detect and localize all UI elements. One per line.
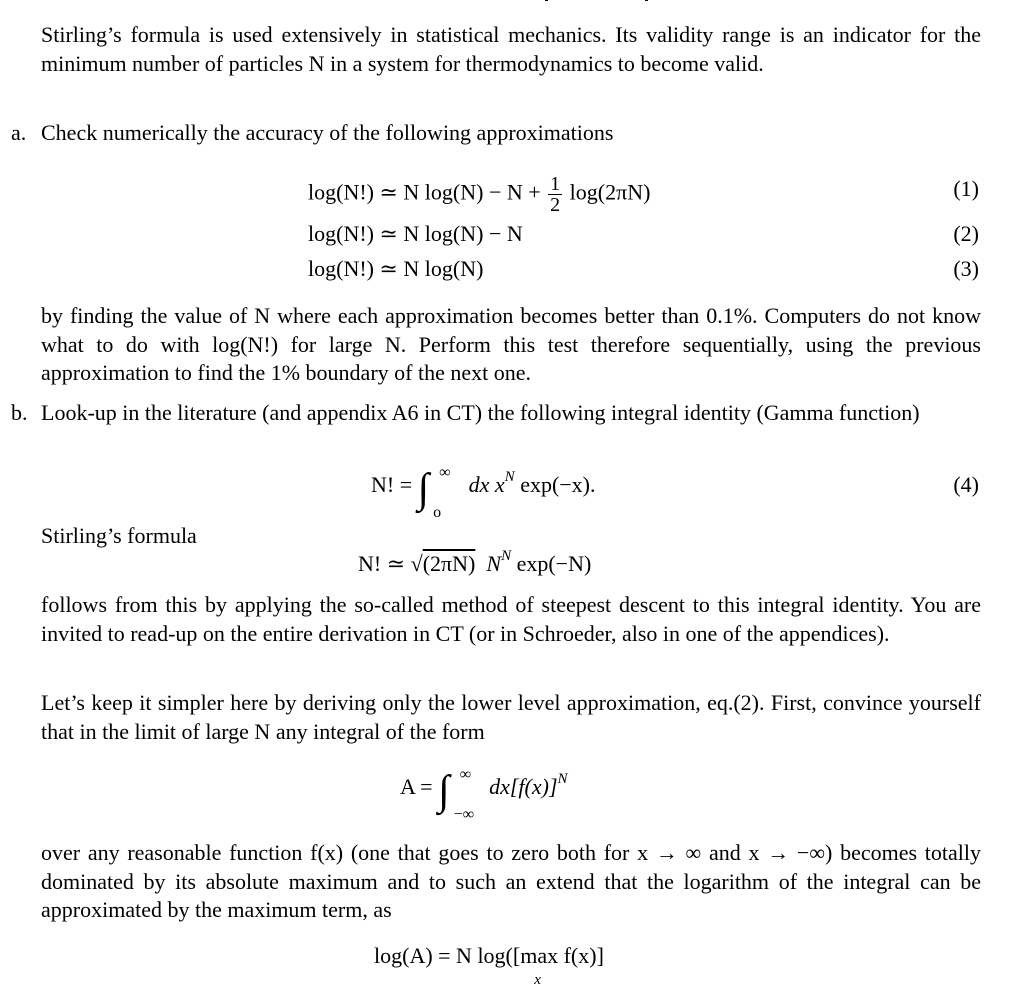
part-a-lead: Check numerically the accuracy of the following approximations — [41, 120, 614, 145]
equation-1-rhs: log(2πN) — [569, 179, 651, 205]
equation-log-text: log(A) = N log([ — [374, 943, 521, 968]
fraction-denominator: 2 — [550, 194, 561, 216]
follows-paragraph: follows from this by applying the so-called method of steepest descent to this integral identity. You are invited to read-up on the entire derivation in CT (or in Schroeder, also in one of the appendices). — [41, 592, 981, 646]
stirling-label: Stirling’s formula — [41, 523, 197, 548]
stirling-mid: N — [486, 551, 502, 576]
equation-log-tail: f(x)] — [563, 943, 604, 968]
equation-4 — [371, 463, 596, 521]
equation-4-number: (4) — [953, 472, 979, 497]
intro-paragraph: Stirling’s formula is used extensively in statistical mechanics. Its validity range is an indicator for the minimum number of particles N in a system for thermodynamics to become valid. — [41, 22, 981, 76]
equation-1-lhs: log(N!) ≃ N log(N) − N + — [308, 179, 541, 205]
equation-4-lhs: N! = — [371, 472, 413, 497]
upper-limit: ∞ — [459, 765, 472, 783]
cropped-header-marks — [545, 0, 655, 1]
equation-log — [374, 941, 604, 988]
part-a-label: a. — [11, 120, 27, 145]
stirling-tail: exp(−N) — [516, 551, 592, 576]
max-operator: max x — [520, 941, 558, 971]
max-subscript: x — [534, 972, 541, 988]
lower-limit: o — [433, 503, 442, 521]
integral-sign: ∫ — [417, 466, 430, 512]
simpler-paragraph: Let’s keep it simpler here by deriving only the lower level approximation, eq.(2). First, convince yourself that in the limit of large N any integral of the form — [41, 690, 981, 744]
part-a-body: by finding the value of N where each approximation becomes better than 0.1%. Computers do not know what to do with log(N!) for large N. Perform this test therefore sequentially, using the previous approximation to find the 1% boundary of the next one. — [41, 303, 981, 385]
integral-limits — [450, 765, 484, 823]
integral-limits — [429, 463, 463, 521]
part-b-label: b. — [11, 400, 28, 425]
stirling-root: (2πN) — [422, 551, 476, 576]
stirling-equation — [358, 549, 591, 582]
equation-4-integrand: dx x — [468, 472, 505, 497]
lower-limit: −∞ — [453, 805, 475, 823]
equation-3-number: (3) — [953, 256, 979, 281]
upper-limit: ∞ — [439, 463, 451, 481]
part-b-lead: Look-up in the literature (and appendix A6 in CT) the following integral identity (Gamma function) — [41, 400, 920, 425]
equation-1-fraction — [548, 174, 562, 215]
equation-4-tail: exp(−x). — [520, 472, 596, 497]
integral-sign: ∫ — [438, 768, 450, 814]
equation-1 — [308, 174, 650, 215]
equation-A — [400, 765, 568, 823]
equation-2-number: (2) — [953, 221, 979, 246]
equation-A-integrand: dx[f(x)] — [489, 774, 558, 799]
stirling-power: N — [501, 548, 512, 564]
over-paragraph: over any reasonable function f(x) (one that goes to zero both for x → ∞ and x → −∞) becomes totally dominated by its absolute maximum and to such an extend that the logarithm of the integral can be approximated by the maximum term, as — [41, 840, 981, 922]
equation-A-power: N — [557, 771, 568, 787]
equation-2: log(N!) ≃ N log(N) − N — [308, 221, 523, 246]
equation-3: log(N!) ≃ N log(N) — [308, 256, 484, 281]
equation-1-number: (1) — [953, 176, 979, 201]
fraction-numerator: 1 — [550, 173, 561, 195]
equation-A-lhs: A = — [400, 774, 433, 799]
stirling-lhs: N! ≃ √ — [358, 551, 423, 576]
equation-4-power: N — [504, 469, 515, 485]
